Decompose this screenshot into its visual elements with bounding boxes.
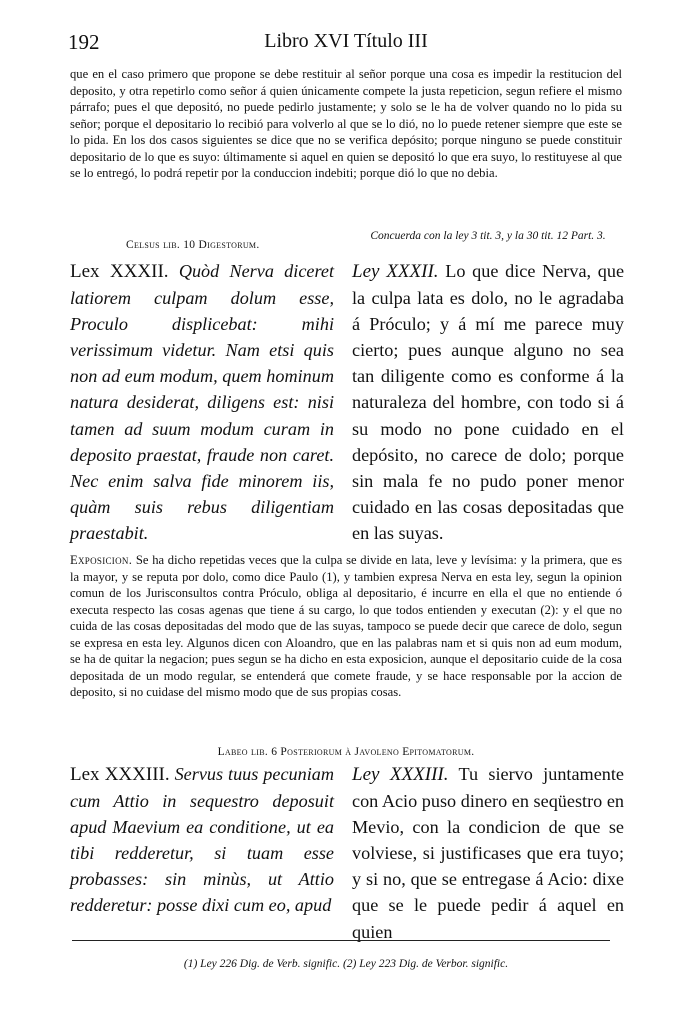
law32-latin-head: Lex XXXII.	[70, 261, 169, 282]
law33-spanish-column	[352, 761, 624, 945]
intro-text: que en el caso primero que propone se debe restituir al señor porque una cosa es impedir la restitucion del deposito, y otra repetirlo como señor á quien únicamente compete la justa repeticion, segun refiere el mismo párrafo; pues el que depositó, no puede pedirlo justamente; y solo se le ha de volver quando no lo pida su señor; porque el depositario lo recibió para volverlo al que se lo dió, no lo puede retener siempre que este se lo pida. En los dos casos siguientes se dice que no se verifica depósito; porque ninguno se puede constituir depositario de lo que es suyo: últimamente si aquel en quien se depositó lo que era suyo, lo restituyese al que se lo entregó, lo podrá repetir por la conduccion indebiti; porque dió lo que no debia.	[70, 67, 622, 180]
law32-spanish-head: Ley XXXII.	[352, 261, 439, 282]
law32-source-right: Concuerda con la ley 3 tit. 3, y la 30 tit. 12 Part. 3.	[370, 230, 606, 242]
exposicion-label: Exposicion.	[70, 553, 133, 567]
law32-latin-text: Quòd Nerva diceret latiorem culpam dolum esse, Proculo displicebat: mihi verissimum videtur. Nam etsi quis non ad eum modum, quem hominum natura desiderat, diligens est: nisi tamen ad suum modum curam in deposito praestat, fraude non caret. Nec enim salva fide minorem iis, quàm suis rebus diligentiam praestabit.	[70, 261, 334, 543]
running-head: Libro XVI Título III	[264, 30, 428, 52]
exposicion-text: Se ha dicho repetidas veces que la culpa se divide en lata, leve y levísima: y la primera, que es la mayor, y se reputa por dolo, como dice Paulo (1), y tambien expresa Nerva en esta ley, segun la opinion comun de los Jurisconsultos contra Próculo, obliga al depositario, é incurre en ella el que no entiende ó executa respecto las cosas agenas que tiene á su cargo, lo que todos entienden y executan (2): y el que no cuida de las cosas depositadas del modo que de las suyas, tampoco se puede decir que carece de dolo, segun se expresa en esta ley. Algunos dicen con Aloandro, que en las palabras nam et si quis non ad eum modum, se ha de quitar la negacion; pues segun se ha dicho en esta exposicion, aunque el depositario cuide de la cosa depositada de un modo regular, se entenderá que comete fraude, y se hace responsable por la accion de deposito, si no cuidase del mismo modo que de sus propias cosas.	[70, 553, 622, 699]
page-header	[68, 30, 624, 60]
law32-source-left: Celsus lib. 10 Digestorum.	[126, 239, 260, 251]
exposicion-paragraph	[70, 552, 622, 701]
law32-spanish-column	[352, 258, 624, 546]
law33-spanish-head: Ley XXXIII.	[352, 764, 449, 785]
law33-source: Labeo lib. 6 Posteriorum à Javoleno Epitomatorum.	[217, 746, 475, 758]
intro-paragraph	[70, 66, 622, 182]
law32-spanish-text: Lo que dice Nerva, que la culpa lata es dolo, no le agradaba á Próculo; y á mí me parece muy cierto; pues aunque alguno no sea tan diligente como es conforme á la naturaleza del hombre, con todo si á su modo no pone cuidado en el depósito, no carece de dolo; porque sin mala fe no pudo poner menor cuidado en las cosas depositadas que en las suyas.	[352, 261, 625, 543]
law33-latin-head: Lex XXXIII.	[70, 764, 170, 785]
law33-spanish-text: Tu siervo juntamente con Acio puso dinero en seqüestro en Mevio, con la condicion de que se volviese, si justificases que era tuyo; y si no, que se entregase á Acio: dixe que se le puede pedir á aquel en quien	[352, 764, 624, 942]
footnote-rule	[72, 940, 610, 941]
footnotes: (1) Ley 226 Dig. de Verb. signific. (2) Ley 223 Dig. de Verbor. signific.	[183, 958, 509, 970]
law33-latin-text: Servus tuus pecuniam cum Attio in sequestro deposuit apud Maevium ea conditione, ut ea tibi redderetur, si tuam esse probasses: sin minùs, ut Attio redderetur: posse dixi cum eo, apud	[70, 764, 335, 916]
page-number: 192	[68, 30, 100, 54]
law33-latin-column	[70, 761, 334, 919]
law32-latin-column	[70, 258, 334, 546]
